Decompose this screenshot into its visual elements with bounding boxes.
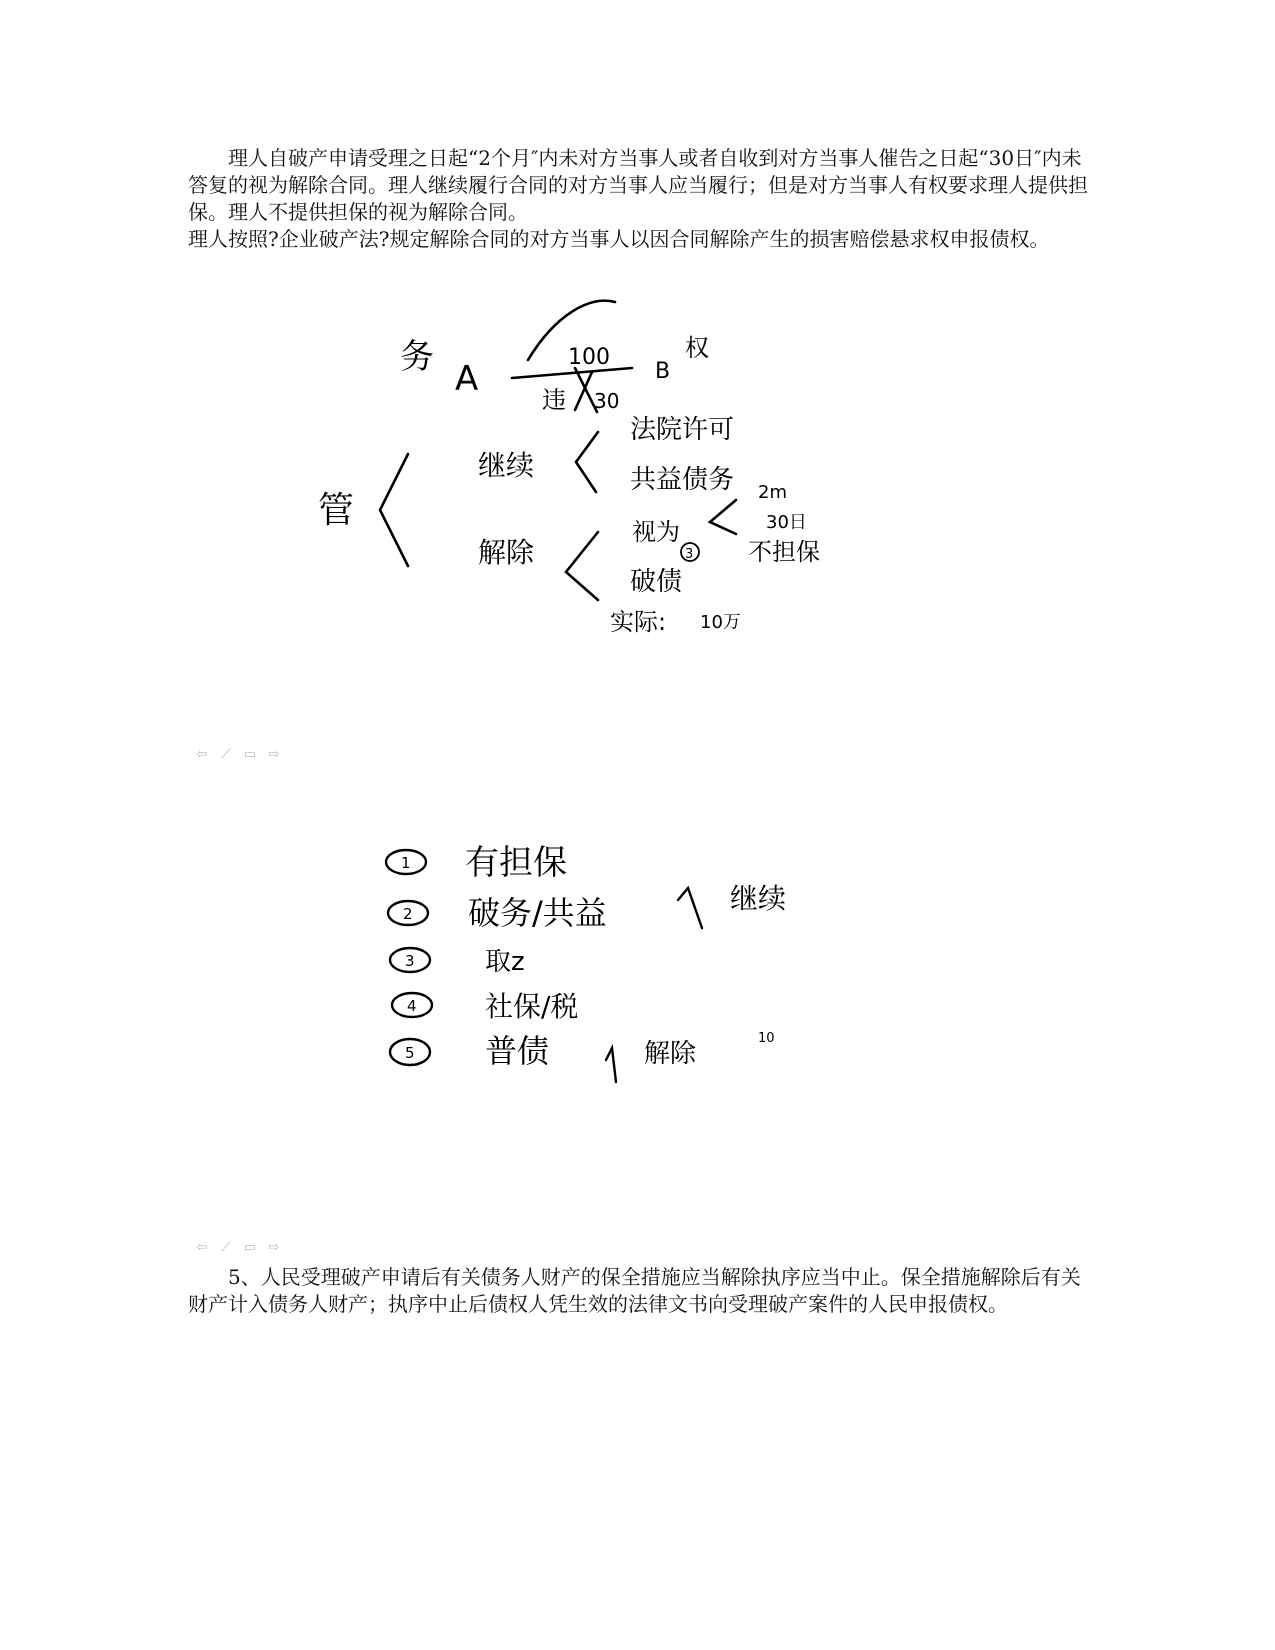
breach-label: 违 (542, 386, 566, 414)
item-number-3: 3 (405, 952, 415, 970)
arrow-left-icon[interactable]: ⇦ (196, 747, 208, 762)
party-a-label: A (455, 359, 479, 399)
actual-label: 实际: (610, 608, 667, 636)
item-text-wages: 取z (485, 947, 525, 977)
arrow-right-icon[interactable]: ⇨ (268, 1240, 280, 1255)
pen-icon[interactable]: ⟋ (221, 1240, 231, 1255)
debtor-label: 务 (400, 337, 434, 377)
paragraph-preservation-measures: 5、人民受理破产申请后有关债务人财产的保全措施应当解除执序应当中止。保全措施解除后有关财产计入债务人财产；执序中止后债权人凭生效的法律文书向受理破产案件的人民申报债权。 (188, 1265, 1081, 1316)
thirty-days-label: 30日 (766, 512, 807, 533)
terminate-amount-note: 10 (758, 1031, 775, 1046)
arrow-right-icon[interactable]: ⇨ (268, 747, 280, 762)
terminate-label: 解除 (478, 536, 535, 569)
slide-nav-bar (194, 747, 282, 762)
creditor-label: 权 (685, 334, 709, 362)
amount-label: 100 (568, 345, 610, 370)
item-number-2: 2 (403, 905, 413, 923)
continue-note: 继续 (730, 882, 787, 915)
paragraph-damage-claim: 理人按照?企业破产法?规定解除合同的对方当事人以因合同解除产生的损害赔偿悬求权申报债权。 (188, 227, 1050, 251)
terminate-note: 解除 (644, 1039, 697, 1069)
no-guarantee-label: 不担保 (748, 538, 820, 566)
deemed-label: 视为 (632, 518, 680, 546)
item-text-general-claims: 普债 (485, 1032, 550, 1070)
court-permission-label: 法院许可 (630, 415, 735, 445)
item-text-social-security-tax: 社保/税 (485, 990, 579, 1023)
common-benefit-debt-label: 共益债务 (630, 465, 735, 495)
continue-label: 继续 (478, 449, 535, 482)
bankruptcy-claim-label: 破债 (630, 567, 683, 597)
menu-icon[interactable]: ▭ (243, 747, 257, 762)
item-number-4: 4 (407, 997, 417, 1015)
paragraph-contract-continuation: 理人自破产申请受理之日起“2个月″内未对方当事人或者自收到对方当事人催告之日起“30日″内未答复的视为解除合同。理人继续履行合同的对方当事人应当履行；但是对方当事人有权要求理人提供担保。理人不提供担保的视为解除合同。 (188, 146, 1088, 224)
item-number-1: 1 (401, 854, 411, 872)
item-number-5: 5 (405, 1044, 415, 1062)
handwritten-sketch-priority-list (370, 830, 830, 1090)
item-text-secured: 有担保 (465, 843, 567, 883)
actual-amount-label: 10万 (700, 612, 741, 633)
deemed-number: 3 (685, 547, 694, 562)
pen-icon[interactable]: ⟋ (221, 747, 231, 762)
menu-icon[interactable]: ▭ (243, 1240, 257, 1255)
handwritten-sketch-contract (300, 290, 860, 640)
breach-amount-label: 30 (594, 389, 620, 413)
arrow-left-icon[interactable]: ⇦ (196, 1240, 208, 1255)
slide-nav-bar-2 (194, 1240, 282, 1255)
item-text-bankruptcy-expenses: 破务/共益 (468, 894, 607, 932)
party-b-label: B (655, 359, 671, 384)
two-months-label: 2m (758, 482, 787, 503)
manager-label: 管 (318, 490, 355, 531)
